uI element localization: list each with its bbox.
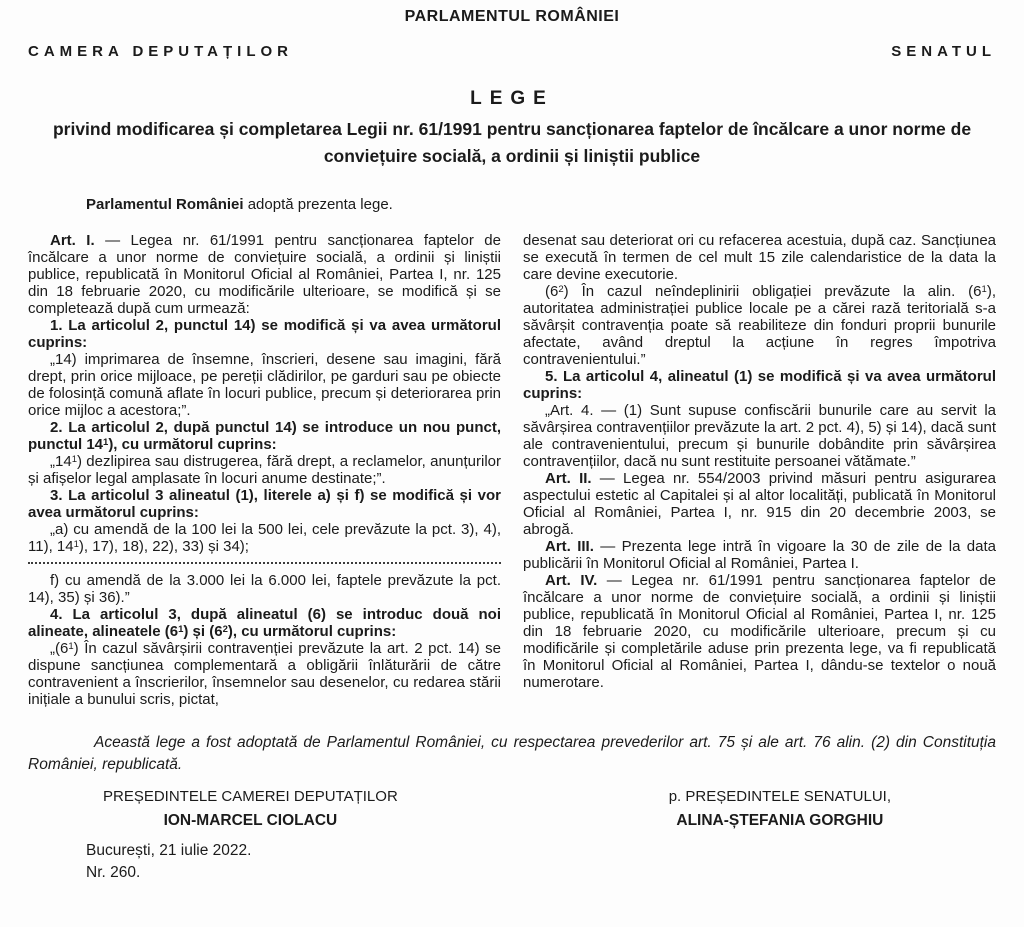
dots-separator <box>28 562 501 564</box>
chamber-deputies-label: CAMERA DEPUTAȚILOR <box>28 43 293 60</box>
signature-title: PREȘEDINTELE CAMEREI DEPUTAȚILOR <box>103 788 398 805</box>
law-paragraph: 2. La articolul 2, după punctul 14) se introduce un nou punct, punctul $14^1$), cu următorul cuprins: <box>28 419 501 453</box>
signature-title: p. PREȘEDINTELE SENATULUI, <box>668 788 891 805</box>
issuance-block <box>86 840 996 884</box>
signature-name: ALINA-ȘTEFANIA GORGHIU <box>676 812 884 829</box>
signature-chamber-deputies <box>103 788 398 830</box>
law-paragraph: Art. II. — Legea nr. 554/2003 privind măsuri pentru asigurarea aspectului estetic al Capitalei și al altor localități, publicată în Monitorul Oficial al României, Partea I, nr. 915 din 20 decembrie 2003, se abrogă. <box>523 470 996 538</box>
law-paragraph: „14) imprimarea de însemne, înscrieri, desene sau imagini, fără drept, prin orice mijloace, pe pereții clădirilor, pe garduri sau pe obiecte de folosință comună aflate în locuri publice, precum și deteriorarea prin orice mijloc a acestora;”. <box>28 351 501 419</box>
signature-name: ION-MARCEL CIOLACU <box>163 812 338 829</box>
law-paragraph: $„(6^1)$ În cazul săvârșirii contravenției prevăzute la art. 2 pct. 14) se dispune sancțiunea complementară a obligării înlăturării de către contravenient a înscrierilor, însemnelor sau desenelor, cu redarea stării inițiale a bunului scris, pictat, <box>28 640 501 708</box>
adoption-note: Această lege a fost adoptată de Parlamentul României, cu respectarea prevederilor art. 75 și ale art. 76 alin. (2) din Constituția României, republicată. <box>28 734 996 773</box>
signatures-row <box>28 788 996 830</box>
law-paragraph: 4. La articolul 3, după alineatul (6) se introduc două noi alineate, alineatele $(6^1)$ și $(6^2)$, cu următorul cuprins: <box>28 606 501 640</box>
law-paragraph: Art. III. — Prezenta lege intră în vigoare la 30 de zile de la data publicării în Monitorul Oficial al României, Partea I. <box>523 538 996 572</box>
body-columns <box>28 232 996 708</box>
law-paragraph: $„14^1$) dezlipirea sau distrugerea, fără drept, a reclamelor, anunțurilor și afișelor legal amplasate în locuri anume destinate;”. <box>28 453 501 487</box>
law-number: Nr. 260. <box>86 864 141 881</box>
law-paragraph: Art. IV. — Legea nr. 61/1991 pentru sancționarea faptelor de încălcare a unor norme de conviețuire socială, a ordinii și liniștii publice, republicată în Monitorul Oficial al României, Partea I, nr. 125 din 18 februarie 2020, cu modificările ulterioare, precum și cu modificările și completările aduse prin prezenta lege, va fi republicată în Monitorul Oficial al României, Partea I, dându-se textelor o nouă numerotare. <box>523 572 996 691</box>
left-column <box>28 232 501 708</box>
law-title: LEGE <box>470 88 554 109</box>
place-date: București, 21 iulie 2022. <box>86 842 252 859</box>
parliament-header: PARLAMENTUL ROMÂNIEI <box>404 8 620 25</box>
senate-label: SENATUL <box>891 43 996 60</box>
chambers-row <box>28 43 996 60</box>
intro-paragraph: Parlamentul României adoptă prezenta lege. <box>86 196 393 213</box>
law-subtitle: privind modificarea și completarea Legii nr. 61/1991 pentru sancționarea faptelor de încălcare a unor norme de conviețuire socială, a ordinii și liniștii publice <box>52 119 972 166</box>
right-column <box>523 232 996 708</box>
law-paragraph: 3. La articolul 3 alineatul (1), literele a) și f) se modifică și vor avea următorul cuprins: <box>28 487 501 521</box>
law-paragraph: „a) cu amendă de la 100 lei la 500 lei, cele prevăzute la pct. 3), 4), 11), $14^1$), 17), 18), 22), 33) și 34); <box>28 521 501 555</box>
law-paragraph: $(6^2)$ În cazul neîndeplinirii obligației prevăzute la alin. $(6^1)$, autoritatea administrației publice locale pe a cărei rază teritorială s-a săvârșit contravenția poate să reabiliteze din fonduri proprii bunurile afectate, având dreptul la acțiune în regres împotriva contravenientului.” <box>523 283 996 368</box>
law-paragraph: 5. La articolul 4, alineatul (1) se modifică și va avea următorul cuprins: <box>523 368 996 402</box>
signature-senate <box>669 788 891 830</box>
law-paragraph: Art. I. — Legea nr. 61/1991 pentru sancționarea faptelor de încălcare a unor norme de conviețuire socială, a ordinii și liniștii publice, republicată în Monitorul Oficial al României, Partea I, nr. 125 din 18 februarie 2020, cu modificările ulterioare, se modifică și se completează după cum urmează: <box>28 232 501 317</box>
law-paragraph: 1. La articolul 2, punctul 14) se modifică și va avea următorul cuprins: <box>28 317 501 351</box>
law-paragraph: f) cu amendă de la 3.000 lei la 6.000 lei, faptele prevăzute la pct. 14), 35) și 36).” <box>28 572 501 606</box>
law-paragraph: „Art. 4. — (1) Sunt supuse confiscării bunurile care au servit la săvârșirea contravențiilor prevăzute la art. 2 pct. 4), 5) și 14), dacă sunt ale contravenientului, precum și bunurile dobândite prin săvârșirea contravențiilor, dacă nu sunt restituite persoanei vătămate.” <box>523 402 996 470</box>
law-paragraph: desenat sau deteriorat ori cu refacerea acestuia, după caz. Sancțiunea se execută în termen de cel mult 15 zile calendaristice de la data la care devine executorie. <box>523 232 996 283</box>
